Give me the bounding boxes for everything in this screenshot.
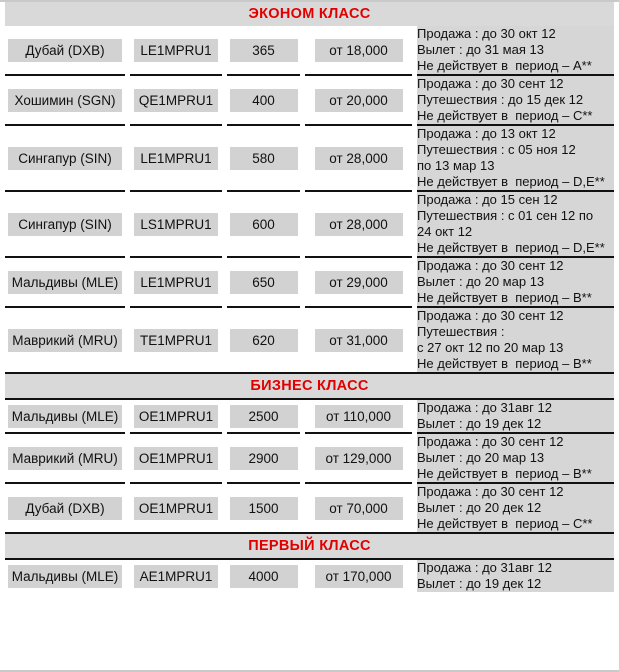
fare-value-cell: [227, 258, 300, 308]
section-header: [5, 2, 614, 26]
fare-row: [5, 258, 614, 308]
fare-code-cell: [130, 192, 222, 258]
price-cell: [305, 434, 412, 484]
condition-line: Продажа : до 30 сент 12: [417, 434, 564, 449]
fare-value-cell-label: 600: [230, 213, 298, 236]
price-cell: [305, 560, 412, 592]
fare-row: [5, 76, 614, 126]
price-cell-label: от 110,000: [315, 405, 403, 428]
conditions-cell: [417, 484, 614, 532]
fare-code-cell: [130, 308, 222, 372]
condition-line: Продажа : до 30 сент 12: [417, 76, 564, 91]
fare-row: [5, 434, 614, 484]
conditions-cell: [417, 434, 614, 484]
conditions-cell: [417, 258, 614, 308]
condition-line: Вылет : до 19 дек 12: [417, 576, 542, 591]
condition-line: Вылет : до 31 мая 13: [417, 42, 544, 57]
destination-cell: [5, 434, 125, 484]
fare-code-cell-label: LE1MPRU1: [134, 271, 218, 294]
destination-cell-label: Дубай (DXB): [8, 39, 122, 62]
conditions-cell: [417, 560, 614, 592]
price-cell-label: от 170,000: [315, 565, 403, 588]
condition-line: Продажа : до 30 сент 12: [417, 308, 564, 323]
price-cell: [305, 400, 412, 434]
price-cell-label: от 70,000: [315, 497, 403, 520]
condition-line: Продажа : до 13 окт 12: [417, 126, 556, 141]
fare-row: [5, 308, 614, 372]
fare-code-cell-label: TE1MPRU1: [134, 329, 218, 352]
condition-line: Продажа : до 30 сент 12: [417, 484, 564, 499]
condition-line: Путешествия : до 15 дек 12: [417, 92, 584, 107]
price-cell-label: от 29,000: [315, 271, 403, 294]
condition-line: с 27 окт 12 по 20 мар 13: [417, 340, 564, 355]
destination-cell-label: Сингапур (SIN): [8, 213, 122, 236]
fare-value-cell-label: 580: [230, 147, 298, 170]
destination-cell: [5, 308, 125, 372]
condition-line: Не действует в период – B**: [417, 466, 592, 481]
price-cell: [305, 76, 412, 126]
fare-value-cell-label: 1500: [230, 497, 298, 520]
fare-value-cell: [227, 76, 300, 126]
fare-code-cell: [130, 76, 222, 126]
fare-code-cell: [130, 484, 222, 532]
price-cell-label: от 28,000: [315, 147, 403, 170]
fare-row: [5, 400, 614, 434]
condition-line: Вылет : до 20 мар 13: [417, 450, 545, 465]
condition-line: Путешествия :: [417, 324, 505, 339]
destination-cell: [5, 560, 125, 592]
price-cell: [305, 126, 412, 192]
fare-value-cell: [227, 26, 300, 76]
price-cell-label: от 129,000: [315, 447, 403, 470]
price-cell: [305, 258, 412, 308]
destination-cell-label: Маврикий (MRU): [8, 329, 122, 352]
fare-code-cell-label: QE1MPRU1: [134, 89, 218, 112]
fare-code-cell: [130, 400, 222, 434]
fare-code-cell-label: AE1MPRU1: [134, 565, 218, 588]
condition-line: 24 окт 12: [417, 224, 473, 239]
destination-cell: [5, 76, 125, 126]
destination-cell: [5, 400, 125, 434]
section-header-row: [5, 532, 614, 560]
section-title: ПЕРВЫЙ КЛАСС: [248, 538, 371, 554]
destination-cell-label: Мальдивы (MLE): [8, 405, 122, 428]
fare-value-cell-label: 4000: [230, 565, 298, 588]
condition-line: Продажа : до 15 сен 12: [417, 192, 558, 207]
fare-row: [5, 560, 614, 592]
fare-code-cell-label: OE1MPRU1: [134, 405, 218, 428]
price-cell-label: от 20,000: [315, 89, 403, 112]
fare-value-cell: [227, 192, 300, 258]
condition-line: по 13 мар 13: [417, 158, 495, 173]
fare-table: [0, 2, 619, 592]
destination-cell: [5, 258, 125, 308]
destination-cell-label: Маврикий (MRU): [8, 447, 122, 470]
fare-code-cell-label: LE1MPRU1: [134, 39, 218, 62]
fare-value-cell: [227, 126, 300, 192]
conditions-cell: [417, 308, 614, 372]
price-cell: [305, 26, 412, 76]
destination-cell-label: Сингапур (SIN): [8, 147, 122, 170]
destination-cell-label: Мальдивы (MLE): [8, 271, 122, 294]
condition-line: Продажа : до 31авг 12: [417, 560, 552, 575]
destination-cell-label: Мальдивы (MLE): [8, 565, 122, 588]
fare-code-cell-label: LS1MPRU1: [134, 213, 218, 236]
fare-value-cell-label: 2500: [230, 405, 298, 428]
fare-value-cell-label: 620: [230, 329, 298, 352]
destination-cell: [5, 126, 125, 192]
fare-value-cell: [227, 434, 300, 484]
fare-code-cell: [130, 434, 222, 484]
condition-line: Не действует в период – D,E**: [417, 174, 605, 189]
conditions-cell: [417, 126, 614, 192]
fare-value-cell: [227, 308, 300, 372]
condition-line: Вылет : до 20 дек 12: [417, 500, 542, 515]
fare-value-cell-label: 400: [230, 89, 298, 112]
destination-cell: [5, 192, 125, 258]
fare-row: [5, 484, 614, 532]
section-header: [5, 532, 614, 560]
section-header-row: [5, 2, 614, 26]
fare-value-cell-label: 2900: [230, 447, 298, 470]
section-header: [5, 372, 614, 400]
price-cell: [305, 192, 412, 258]
fare-value-cell-label: 650: [230, 271, 298, 294]
conditions-cell: [417, 192, 614, 258]
condition-line: Не действует в период – C**: [417, 516, 593, 531]
price-cell-label: от 18,000: [315, 39, 403, 62]
fare-code-cell: [130, 26, 222, 76]
destination-cell-label: Дубай (DXB): [8, 497, 122, 520]
condition-line: Не действует в период – D,E**: [417, 240, 605, 255]
price-cell: [305, 484, 412, 532]
price-cell-label: от 31,000: [315, 329, 403, 352]
fare-code-cell: [130, 126, 222, 192]
fare-code-cell: [130, 560, 222, 592]
conditions-cell: [417, 26, 614, 76]
condition-line: Вылет : до 19 дек 12: [417, 416, 542, 431]
price-cell-label: от 28,000: [315, 213, 403, 236]
fare-value-cell-label: 365: [230, 39, 298, 62]
fare-table-body: [5, 2, 614, 592]
condition-line: Не действует в период – C**: [417, 108, 593, 123]
condition-line: Не действует в период – A**: [417, 58, 592, 73]
section-title: ЭКОНОМ КЛАСС: [248, 6, 371, 22]
fare-row: [5, 26, 614, 76]
condition-line: Путешествия : с 01 сен 12 по: [417, 208, 594, 223]
destination-cell-label: Хошимин (SGN): [8, 89, 122, 112]
condition-line: Не действует в период – B**: [417, 290, 592, 305]
fare-code-cell: [130, 258, 222, 308]
fare-code-cell-label: LE1MPRU1: [134, 147, 218, 170]
fare-code-cell-label: OE1MPRU1: [134, 497, 218, 520]
condition-line: Не действует в период – B**: [417, 356, 592, 371]
conditions-cell: [417, 76, 614, 126]
section-header-row: [5, 372, 614, 400]
fare-value-cell: [227, 484, 300, 532]
condition-line: Продажа : до 30 окт 12: [417, 26, 556, 41]
fare-code-cell-label: OE1MPRU1: [134, 447, 218, 470]
section-title: БИЗНЕС КЛАСС: [250, 378, 369, 394]
condition-line: Продажа : до 31авг 12: [417, 400, 552, 415]
fare-value-cell: [227, 560, 300, 592]
condition-line: Путешествия : с 05 ноя 12: [417, 142, 576, 157]
fare-row: [5, 126, 614, 192]
fare-row: [5, 192, 614, 258]
destination-cell: [5, 484, 125, 532]
price-cell: [305, 308, 412, 372]
conditions-cell: [417, 400, 614, 434]
destination-cell: [5, 26, 125, 76]
fare-value-cell: [227, 400, 300, 434]
condition-line: Вылет : до 20 мар 13: [417, 274, 545, 289]
condition-line: Продажа : до 30 сент 12: [417, 258, 564, 273]
